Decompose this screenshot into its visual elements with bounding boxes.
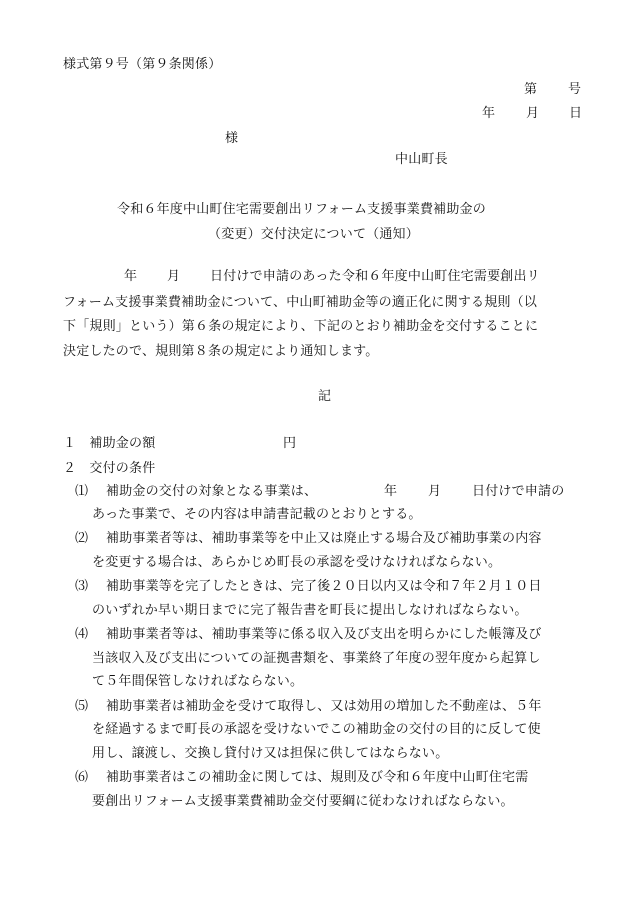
condition-6-line-1: 補助事業者はこの補助金に関しては、規則及び令和６年度中山町住宅需 (106, 770, 529, 785)
item-1-label: １ 補助金の額 (63, 436, 156, 451)
condition-6-number: ⑹ (75, 770, 89, 785)
body-date-year: 年 (124, 269, 138, 284)
condition-4-line-2: 当該収入及び支出についての証拠書類を、事業終了年度の翌年度から起算し (92, 651, 541, 666)
document-title-line1: 令和６年度中山町住宅需要創出リフォーム支援事業費補助金の (117, 202, 486, 217)
date-month-label: 月 (526, 106, 540, 121)
document-title-line2: （変更）交付決定について（通知） (208, 227, 419, 242)
condition-6-line-2: 要創出リフォーム支援事業費補助金交付要綱に従わなければならない。 (92, 794, 514, 809)
condition-4-number: ⑷ (75, 627, 89, 642)
addressee-suffix: 様 (225, 131, 239, 146)
condition-1-number: ⑴ (75, 484, 89, 499)
body-line-1: 日付けで申請のあった令和６年度中山町住宅需要創出リ (210, 269, 540, 284)
condition-5-line-2: を経過するまで町長の承認を受けないでこの補助金の交付の目的に反して使 (92, 722, 541, 737)
date-day-label: 日 (569, 106, 583, 121)
ki-heading: 記 (318, 389, 332, 404)
condition-1-year: 年 (384, 484, 398, 499)
date-year-label: 年 (482, 106, 496, 121)
condition-4-line-3: て５年間保管しなければならない。 (92, 674, 304, 689)
condition-1-line-1-end: 日付けで申請の (472, 484, 565, 499)
condition-3-line-1: 補助事業等を完了したときは、完了後２０日以内又は令和７年２月１０日 (106, 579, 542, 594)
condition-5-line-3: 用し、譲渡し、交換し貸付け又は担保に供してはならない。 (92, 746, 449, 761)
condition-1-month: 月 (428, 484, 442, 499)
body-date-month: 月 (167, 269, 181, 284)
condition-2-line-1: 補助事業者等は、補助事業等を中止又は廃止する場合及び補助事業の内容 (106, 531, 542, 546)
item-1-unit: 円 (283, 436, 297, 451)
form-label: 様式第９号（第９条関係） (63, 57, 222, 72)
document-number-suffix: 号 (568, 82, 582, 97)
item-2-label: ２ 交付の条件 (63, 461, 156, 476)
condition-1-line-2: あった事業で、その内容は申請書記載のとおりとする。 (92, 507, 422, 522)
condition-5-number: ⑸ (75, 699, 89, 714)
condition-1-line-1: 補助金の交付の対象となる事業は、 (106, 484, 318, 499)
condition-5-line-1: 補助事業者は補助金を受けて取得し、又は効用の増加した不動産は、５年 (106, 699, 542, 714)
condition-2-number: ⑵ (75, 531, 89, 546)
document-number-prefix: 第 (524, 82, 538, 97)
condition-3-line-2: のいずれか早い期日までに完了報告書を町長に提出しなければならない。 (92, 603, 528, 618)
condition-3-number: ⑶ (75, 579, 89, 594)
body-line-3: 下「規則」という）第６条の規定により、下記のとおり補助金を交付することに (63, 319, 539, 334)
body-line-4: 決定したので、規則第８条の規定により通知します。 (63, 344, 379, 359)
condition-4-line-1: 補助事業者等は、補助事業等に係る収入及び支出を明らかにした帳簿及び (106, 627, 542, 642)
sender-name: 中山町長 (395, 152, 448, 167)
condition-2-line-2: を変更する場合は、あらかじめ町長の承認を受けなければならない。 (92, 555, 502, 570)
body-line-2: フォーム支援事業費補助金について、中山町補助金等の適正化に関する規則（以 (63, 295, 538, 310)
